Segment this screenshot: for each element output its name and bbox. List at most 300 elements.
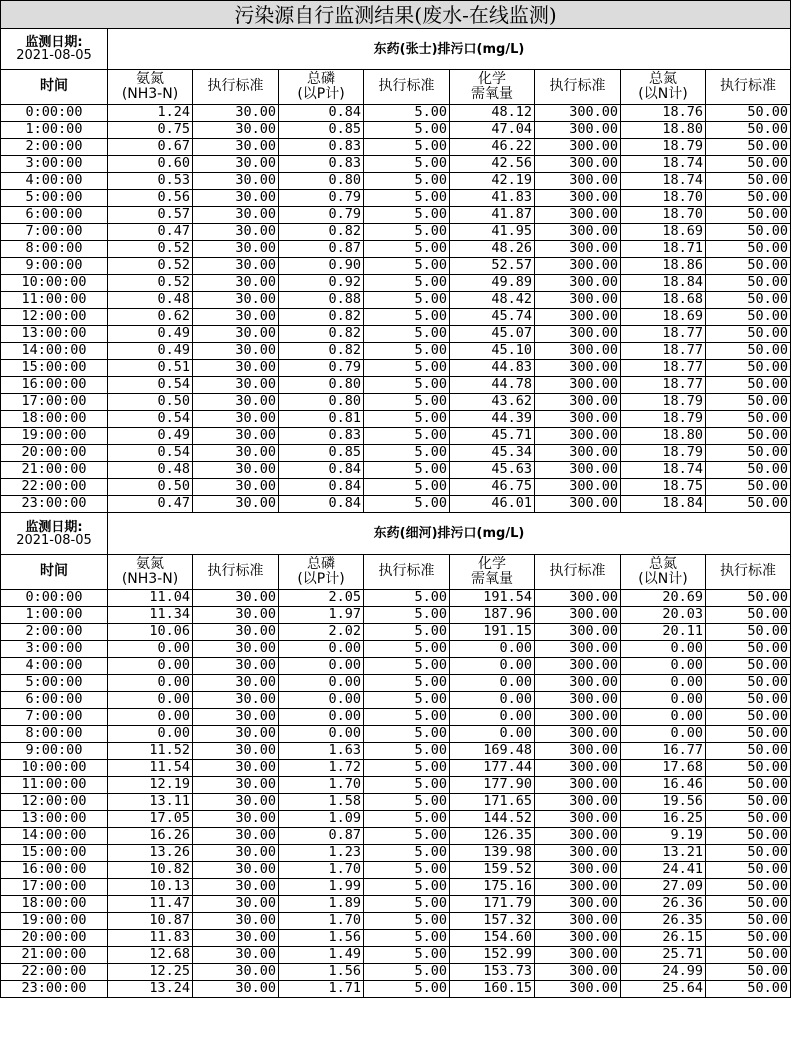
phosphorus-value: 1.49 <box>279 947 364 964</box>
cod-value: 0.00 <box>450 658 535 675</box>
ammonia-standard: 30.00 <box>193 275 279 292</box>
cod-standard: 300.00 <box>535 947 621 964</box>
ammonia-standard: 30.00 <box>193 309 279 326</box>
cod-standard: 300.00 <box>535 862 621 879</box>
ammonia-standard: 30.00 <box>193 292 279 309</box>
table-row <box>1 607 791 624</box>
ammonia-value: 13.26 <box>108 845 193 862</box>
nitrogen-value: 18.79 <box>621 445 706 462</box>
phosphorus-standard: 5.00 <box>364 394 450 411</box>
ammonia-standard: 30.00 <box>193 862 279 879</box>
nitrogen-standard: 50.00 <box>706 173 791 190</box>
nitrogen-standard: 50.00 <box>706 190 791 207</box>
ammonia-standard: 30.00 <box>193 326 279 343</box>
outlet-name: 东药(张士)排污口(mg/L) <box>108 29 791 70</box>
table-row <box>1 624 791 641</box>
phosphorus-standard: 5.00 <box>364 794 450 811</box>
nitrogen-standard: 50.00 <box>706 828 791 845</box>
ammonia-value: 0.56 <box>108 190 193 207</box>
header-standard <box>193 70 279 105</box>
phosphorus-standard: 5.00 <box>364 896 450 913</box>
cod-standard: 300.00 <box>535 275 621 292</box>
nitrogen-value: 0.00 <box>621 675 706 692</box>
phosphorus-standard: 5.00 <box>364 173 450 190</box>
cod-standard: 300.00 <box>535 743 621 760</box>
phosphorus-standard: 5.00 <box>364 607 450 624</box>
time-cell: 11:00:00 <box>1 777 108 794</box>
phosphorus-standard: 5.00 <box>364 309 450 326</box>
ammonia-standard: 30.00 <box>193 590 279 607</box>
time-cell: 8:00:00 <box>1 241 108 258</box>
time-cell: 4:00:00 <box>1 658 108 675</box>
ammonia-standard: 30.00 <box>193 496 279 513</box>
phosphorus-standard: 5.00 <box>364 777 450 794</box>
phosphorus-value: 1.09 <box>279 811 364 828</box>
phosphorus-standard: 5.00 <box>364 879 450 896</box>
nitrogen-standard: 50.00 <box>706 156 791 173</box>
table-row <box>1 794 791 811</box>
nitrogen-standard: 50.00 <box>706 496 791 513</box>
cod-standard: 300.00 <box>535 930 621 947</box>
time-cell: 10:00:00 <box>1 760 108 777</box>
ammonia-standard: 30.00 <box>193 479 279 496</box>
table-row <box>1 445 791 462</box>
time-cell: 2:00:00 <box>1 139 108 156</box>
monitoring-date-cell <box>1 513 108 555</box>
header-time-line: 时间 <box>40 78 68 95</box>
time-cell: 16:00:00 <box>1 377 108 394</box>
cod-value: 45.34 <box>450 445 535 462</box>
phosphorus-standard: 5.00 <box>364 947 450 964</box>
nitrogen-value: 18.69 <box>621 309 706 326</box>
nitrogen-value: 0.00 <box>621 641 706 658</box>
phosphorus-value: 0.83 <box>279 428 364 445</box>
cod-value: 49.89 <box>450 275 535 292</box>
nitrogen-value: 0.00 <box>621 692 706 709</box>
table-row <box>1 173 791 190</box>
time-cell: 16:00:00 <box>1 862 108 879</box>
header-standard-line: 执行标准 <box>549 563 606 580</box>
phosphorus-standard: 5.00 <box>364 275 450 292</box>
phosphorus-value: 0.84 <box>279 105 364 122</box>
time-cell: 2:00:00 <box>1 624 108 641</box>
phosphorus-standard: 5.00 <box>364 913 450 930</box>
nitrogen-value: 18.77 <box>621 360 706 377</box>
cod-value: 144.52 <box>450 811 535 828</box>
ammonia-value: 0.49 <box>108 343 193 360</box>
nitrogen-standard: 50.00 <box>706 862 791 879</box>
header-phosphorus <box>279 70 364 105</box>
nitrogen-value: 26.35 <box>621 913 706 930</box>
phosphorus-standard: 5.00 <box>364 726 450 743</box>
phosphorus-value: 0.83 <box>279 156 364 173</box>
cod-value: 159.52 <box>450 862 535 879</box>
ammonia-standard: 30.00 <box>193 241 279 258</box>
cod-value: 187.96 <box>450 607 535 624</box>
cod-value: 0.00 <box>450 726 535 743</box>
cod-value: 177.44 <box>450 760 535 777</box>
cod-standard: 300.00 <box>535 913 621 930</box>
nitrogen-value: 18.76 <box>621 105 706 122</box>
cod-standard: 300.00 <box>535 122 621 139</box>
monitoring-date-value: 2021-08-05 <box>16 532 92 548</box>
cod-value: 160.15 <box>450 981 535 998</box>
nitrogen-value: 19.56 <box>621 794 706 811</box>
phosphorus-standard: 5.00 <box>364 624 450 641</box>
table-row <box>1 845 791 862</box>
cod-value: 47.04 <box>450 122 535 139</box>
ammonia-standard: 30.00 <box>193 726 279 743</box>
phosphorus-value: 0.80 <box>279 173 364 190</box>
time-cell: 14:00:00 <box>1 828 108 845</box>
cod-value: 0.00 <box>450 692 535 709</box>
cod-standard: 300.00 <box>535 879 621 896</box>
phosphorus-standard: 5.00 <box>364 709 450 726</box>
ammonia-value: 0.54 <box>108 377 193 394</box>
ammonia-value: 0.49 <box>108 326 193 343</box>
cod-value: 171.79 <box>450 896 535 913</box>
ammonia-standard: 30.00 <box>193 190 279 207</box>
table-row <box>1 428 791 445</box>
phosphorus-value: 0.87 <box>279 828 364 845</box>
nitrogen-standard: 50.00 <box>706 709 791 726</box>
cod-value: 0.00 <box>450 641 535 658</box>
cod-standard: 300.00 <box>535 156 621 173</box>
nitrogen-value: 18.86 <box>621 258 706 275</box>
table-row <box>1 675 791 692</box>
phosphorus-value: 0.00 <box>279 658 364 675</box>
time-cell: 17:00:00 <box>1 394 108 411</box>
header-nitrogen <box>621 555 706 590</box>
phosphorus-standard: 5.00 <box>364 343 450 360</box>
table-row <box>1 190 791 207</box>
ammonia-value: 0.67 <box>108 139 193 156</box>
table-row <box>1 343 791 360</box>
ammonia-standard: 30.00 <box>193 964 279 981</box>
table-row <box>1 641 791 658</box>
nitrogen-value: 0.00 <box>621 658 706 675</box>
phosphorus-standard: 5.00 <box>364 411 450 428</box>
cod-value: 139.98 <box>450 845 535 862</box>
nitrogen-standard: 50.00 <box>706 590 791 607</box>
cod-value: 41.87 <box>450 207 535 224</box>
nitrogen-value: 18.77 <box>621 326 706 343</box>
cod-standard: 300.00 <box>535 624 621 641</box>
nitrogen-value: 16.25 <box>621 811 706 828</box>
phosphorus-value: 1.70 <box>279 913 364 930</box>
cod-value: 48.42 <box>450 292 535 309</box>
phosphorus-value: 0.85 <box>279 122 364 139</box>
ammonia-standard: 30.00 <box>193 377 279 394</box>
ammonia-standard: 30.00 <box>193 607 279 624</box>
table-row <box>1 275 791 292</box>
nitrogen-standard: 50.00 <box>706 692 791 709</box>
header-ammonia-line: (NH3-N) <box>121 86 179 102</box>
nitrogen-standard: 50.00 <box>706 105 791 122</box>
table-row <box>1 828 791 845</box>
header-standard-line: 执行标准 <box>720 78 776 95</box>
table-row <box>1 947 791 964</box>
nitrogen-value: 25.64 <box>621 981 706 998</box>
cod-standard: 300.00 <box>535 794 621 811</box>
nitrogen-value: 18.74 <box>621 462 706 479</box>
ammonia-standard: 30.00 <box>193 760 279 777</box>
phosphorus-value: 0.85 <box>279 445 364 462</box>
ammonia-standard: 30.00 <box>193 122 279 139</box>
time-cell: 10:00:00 <box>1 275 108 292</box>
column-header-row <box>1 70 791 105</box>
header-standard <box>706 70 791 105</box>
phosphorus-standard: 5.00 <box>364 428 450 445</box>
phosphorus-value: 0.00 <box>279 692 364 709</box>
cod-standard: 300.00 <box>535 981 621 998</box>
nitrogen-value: 18.68 <box>621 292 706 309</box>
cod-value: 43.62 <box>450 394 535 411</box>
ammonia-standard: 30.00 <box>193 641 279 658</box>
cod-value: 45.74 <box>450 309 535 326</box>
cod-standard: 300.00 <box>535 326 621 343</box>
cod-value: 45.71 <box>450 428 535 445</box>
cod-value: 46.75 <box>450 479 535 496</box>
ammonia-value: 0.47 <box>108 224 193 241</box>
cod-standard: 300.00 <box>535 258 621 275</box>
phosphorus-standard: 5.00 <box>364 360 450 377</box>
ammonia-value: 0.52 <box>108 258 193 275</box>
phosphorus-standard: 5.00 <box>364 862 450 879</box>
cod-standard: 300.00 <box>535 139 621 156</box>
header-cod <box>450 555 535 590</box>
cod-standard: 300.00 <box>535 207 621 224</box>
table-row <box>1 777 791 794</box>
nitrogen-value: 16.77 <box>621 743 706 760</box>
cod-value: 45.07 <box>450 326 535 343</box>
cod-standard: 300.00 <box>535 360 621 377</box>
header-standard-line: 执行标准 <box>378 563 435 580</box>
ammonia-value: 11.83 <box>108 930 193 947</box>
nitrogen-standard: 50.00 <box>706 139 791 156</box>
ammonia-value: 0.52 <box>108 241 193 258</box>
table-row <box>1 411 791 428</box>
phosphorus-standard: 5.00 <box>364 496 450 513</box>
time-cell: 11:00:00 <box>1 292 108 309</box>
nitrogen-value: 20.11 <box>621 624 706 641</box>
time-cell: 9:00:00 <box>1 743 108 760</box>
phosphorus-value: 2.02 <box>279 624 364 641</box>
table-row <box>1 394 791 411</box>
cod-value: 191.54 <box>450 590 535 607</box>
header-phosphorus <box>279 555 364 590</box>
cod-value: 48.12 <box>450 105 535 122</box>
cod-value: 45.10 <box>450 343 535 360</box>
time-cell: 12:00:00 <box>1 794 108 811</box>
header-nitrogen-line: (以N计) <box>638 571 688 587</box>
nitrogen-standard: 50.00 <box>706 964 791 981</box>
time-cell: 5:00:00 <box>1 190 108 207</box>
ammonia-standard: 30.00 <box>193 896 279 913</box>
column-header-row <box>1 555 791 590</box>
nitrogen-value: 24.99 <box>621 964 706 981</box>
header-standard-line: 执行标准 <box>720 563 776 580</box>
header-cod-line: 化学 <box>478 555 506 572</box>
time-cell: 9:00:00 <box>1 258 108 275</box>
nitrogen-standard: 50.00 <box>706 275 791 292</box>
cod-value: 45.63 <box>450 462 535 479</box>
header-standard <box>706 555 791 590</box>
time-cell: 5:00:00 <box>1 675 108 692</box>
table-row <box>1 139 791 156</box>
nitrogen-value: 25.71 <box>621 947 706 964</box>
cod-standard: 300.00 <box>535 190 621 207</box>
ammonia-standard: 30.00 <box>193 343 279 360</box>
phosphorus-value: 0.00 <box>279 709 364 726</box>
ammonia-value: 12.68 <box>108 947 193 964</box>
nitrogen-standard: 50.00 <box>706 479 791 496</box>
ammonia-standard: 30.00 <box>193 947 279 964</box>
nitrogen-value: 26.15 <box>621 930 706 947</box>
table-row <box>1 930 791 947</box>
ammonia-standard: 30.00 <box>193 105 279 122</box>
phosphorus-standard: 5.00 <box>364 190 450 207</box>
ammonia-value: 0.52 <box>108 275 193 292</box>
time-cell: 0:00:00 <box>1 590 108 607</box>
header-ammonia <box>108 555 193 590</box>
phosphorus-standard: 5.00 <box>364 743 450 760</box>
phosphorus-standard: 5.00 <box>364 981 450 998</box>
ammonia-value: 11.47 <box>108 896 193 913</box>
ammonia-value: 13.11 <box>108 794 193 811</box>
time-cell: 14:00:00 <box>1 343 108 360</box>
phosphorus-value: 1.56 <box>279 964 364 981</box>
nitrogen-standard: 50.00 <box>706 224 791 241</box>
phosphorus-value: 0.83 <box>279 139 364 156</box>
table-row <box>1 292 791 309</box>
time-cell: 20:00:00 <box>1 445 108 462</box>
table-row <box>1 309 791 326</box>
nitrogen-value: 18.70 <box>621 190 706 207</box>
cod-standard: 300.00 <box>535 411 621 428</box>
phosphorus-standard: 5.00 <box>364 462 450 479</box>
table-row <box>1 479 791 496</box>
phosphorus-standard: 5.00 <box>364 326 450 343</box>
nitrogen-standard: 50.00 <box>706 428 791 445</box>
phosphorus-standard: 5.00 <box>364 445 450 462</box>
phosphorus-standard: 5.00 <box>364 590 450 607</box>
nitrogen-value: 18.74 <box>621 173 706 190</box>
cod-value: 169.48 <box>450 743 535 760</box>
ammonia-standard: 30.00 <box>193 811 279 828</box>
ammonia-value: 0.48 <box>108 292 193 309</box>
phosphorus-value: 0.80 <box>279 394 364 411</box>
table-row <box>1 743 791 760</box>
phosphorus-value: 0.82 <box>279 309 364 326</box>
header-phosphorus-line: 总磷 <box>307 70 335 87</box>
ammonia-standard: 30.00 <box>193 930 279 947</box>
nitrogen-value: 24.41 <box>621 862 706 879</box>
phosphorus-standard: 5.00 <box>364 845 450 862</box>
table-row <box>1 692 791 709</box>
header-time-line: 时间 <box>40 563 68 580</box>
phosphorus-standard: 5.00 <box>364 675 450 692</box>
nitrogen-standard: 50.00 <box>706 913 791 930</box>
header-nitrogen-line: 总氮 <box>649 70 677 87</box>
nitrogen-standard: 50.00 <box>706 343 791 360</box>
phosphorus-value: 0.79 <box>279 360 364 377</box>
nitrogen-value: 9.19 <box>621 828 706 845</box>
header-phosphorus-line: (以P计) <box>297 86 345 102</box>
cod-standard: 300.00 <box>535 343 621 360</box>
ammonia-value: 0.49 <box>108 428 193 445</box>
nitrogen-standard: 50.00 <box>706 241 791 258</box>
nitrogen-standard: 50.00 <box>706 675 791 692</box>
nitrogen-standard: 50.00 <box>706 845 791 862</box>
ammonia-standard: 30.00 <box>193 428 279 445</box>
section-info-row <box>1 29 791 70</box>
header-standard <box>193 555 279 590</box>
header-cod-line: 化学 <box>478 70 506 87</box>
nitrogen-value: 17.68 <box>621 760 706 777</box>
time-cell: 15:00:00 <box>1 360 108 377</box>
phosphorus-value: 2.05 <box>279 590 364 607</box>
ammonia-value: 10.87 <box>108 913 193 930</box>
time-cell: 18:00:00 <box>1 411 108 428</box>
nitrogen-standard: 50.00 <box>706 411 791 428</box>
monitoring-date-label: 监测日期: <box>25 519 83 535</box>
nitrogen-standard: 50.00 <box>706 394 791 411</box>
ammonia-value: 0.50 <box>108 479 193 496</box>
cod-standard: 300.00 <box>535 760 621 777</box>
header-ammonia-line: 氨氮 <box>136 70 164 87</box>
header-standard <box>364 555 450 590</box>
header-nitrogen-line: 总氮 <box>649 555 677 572</box>
phosphorus-value: 0.82 <box>279 224 364 241</box>
nitrogen-value: 13.21 <box>621 845 706 862</box>
time-cell: 21:00:00 <box>1 462 108 479</box>
table-row <box>1 862 791 879</box>
cod-standard: 300.00 <box>535 590 621 607</box>
nitrogen-value: 18.69 <box>621 224 706 241</box>
table-row <box>1 709 791 726</box>
time-cell: 19:00:00 <box>1 428 108 445</box>
nitrogen-value: 18.77 <box>621 343 706 360</box>
ammonia-value: 0.62 <box>108 309 193 326</box>
nitrogen-value: 18.80 <box>621 428 706 445</box>
nitrogen-standard: 50.00 <box>706 896 791 913</box>
phosphorus-value: 0.84 <box>279 479 364 496</box>
nitrogen-value: 18.79 <box>621 411 706 428</box>
ammonia-standard: 30.00 <box>193 845 279 862</box>
time-cell: 0:00:00 <box>1 105 108 122</box>
cod-value: 152.99 <box>450 947 535 964</box>
table-row <box>1 811 791 828</box>
phosphorus-standard: 5.00 <box>364 105 450 122</box>
ammonia-standard: 30.00 <box>193 462 279 479</box>
phosphorus-standard: 5.00 <box>364 760 450 777</box>
time-cell: 19:00:00 <box>1 913 108 930</box>
header-standard-line: 执行标准 <box>549 78 606 95</box>
time-cell: 17:00:00 <box>1 879 108 896</box>
cod-standard: 300.00 <box>535 641 621 658</box>
ammonia-standard: 30.00 <box>193 981 279 998</box>
cod-standard: 300.00 <box>535 173 621 190</box>
phosphorus-value: 1.72 <box>279 760 364 777</box>
ammonia-standard: 30.00 <box>193 360 279 377</box>
phosphorus-standard: 5.00 <box>364 139 450 156</box>
ammonia-standard: 30.00 <box>193 913 279 930</box>
phosphorus-value: 1.56 <box>279 930 364 947</box>
nitrogen-value: 20.03 <box>621 607 706 624</box>
cod-standard: 300.00 <box>535 428 621 445</box>
cod-value: 48.26 <box>450 241 535 258</box>
